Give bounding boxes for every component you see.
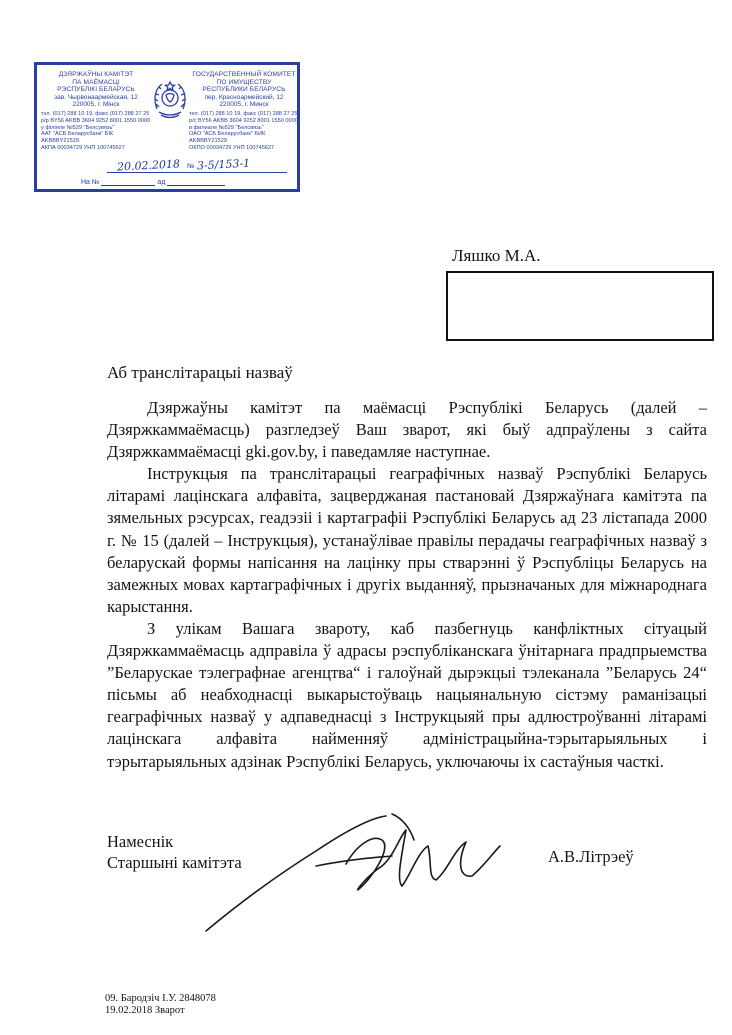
redacted-address-box: [446, 271, 714, 341]
body-paragraph: З улікам Вашага звароту, каб пазбегнуць канфліктных сітуацый Дзяржкаммаёмасць адправіла ў адрасы рэспубліканскага ўнітарнага прадпрыемства ”Беларускае тэлеграфнае агенцтва“ і галоўнай дырэкцыі тэлеканала ”Беларусь 24“ пісьмы аб неабходнасці выкарыстоўваць нацыянальную сістэму раманізацыі геаграфічных назваў у адпаведнасці з Інструкцыяй пры адлюстроўванні літарамі лацінскага алфавіта найменняў адміністрацыйна-тэрытарыяльных і тэрытарыяльных адзінак Рэспублікі Беларусь, уключаючы іх састаўныя часткі.: [107, 618, 707, 771]
stamp-org-name-by: ДЗЯРЖАЎНЫ КАМІТЭТ ПА МАЁМАСЦІ РЭСПУБЛІКІ БЕЛАРУСЬ: [57, 71, 135, 94]
letter-subject: Аб транслітарацыі назваў: [107, 363, 293, 382]
executor-note: 09. Бародзіч І.У. 2848078 19.02.2018 Зварот: [105, 993, 216, 1016]
registration-number-label: №: [187, 163, 195, 170]
registration-line: [77, 156, 287, 175]
stamp-org-name-ru: ГОСУДАРСТВЕННЫЙ КОМИТЕТ ПО ИМУЩЕСТВУ РЕСПУБЛИКИ БЕЛАРУСЬ: [192, 71, 296, 94]
stamp-left-column: [41, 71, 151, 152]
body-paragraph: Інструкцыя па транслітарацыі геаграфічных назваў Рэспублікі Беларусь літарамі лацінскага алфавіта, зацверджаная пастановай Дзяржаўнага камітэта па зямельных рэсурсах, геадэзіі і картаграфіі Рэспублікі Беларусь ад 23 лістапада 2000 г. № 15 (далей – Інструкцыя), устанаўлівае правілы перадачы геаграфічных назваў з беларускай формы напісання на лацінку пры стварэнні ў Рэспубліцы Беларусь на замежных мовах картаграфічных і другіх выданняў, прызначаных для міжнароднага карыстання.: [107, 464, 707, 616]
stamp-right-column: [189, 71, 299, 152]
signer-position: Намеснік Старшыні камітэта: [107, 832, 242, 872]
registration-date: 20.02.2018: [116, 157, 181, 174]
state-emblem-icon: [153, 79, 187, 119]
stamp-requisites-ru: тел. (017) 288 10 19, факс (017) 288 27 25 р/с BY56 AKBB 3604 9252 8001 1550 0000 в филиале №529 "Белсвязь" ОАО "АСБ Беларусбанк" БИК AKBBBY21529 ОКПО 00034729 УНП 100745627: [189, 110, 298, 151]
reply-to-line: На № ад: [81, 179, 225, 186]
handwritten-signature: [196, 806, 506, 936]
stamp-address-by: зав. Чырвонаармейская, 12 220005, г. Мінск: [54, 93, 138, 109]
addressee-name: Ляшко М.А.: [452, 246, 541, 265]
letter-body: [107, 397, 707, 773]
signer-name: А.В.Літрэеў: [548, 847, 634, 866]
body-paragraph: Дзяржаўны камітэт па маёмасці Рэспублікі Беларусь (далей – Дзяржкаммаёмасць) разгледзеў Ваш зварот, які быў адпраўлены з сайта Дзяржкаммаёмасці gki.gov.by, і паведамляе наступнае.: [107, 398, 707, 462]
stamp-requisites-by: тэл. (017) 288 10 19, факс (017) 288 27 25 р/р BY56 AKBB 3604 9252 8001 1550 0000 у філіяле №529 "Белсувязь" ААТ "АСБ Беларусбанк" БІК AKBBBY21529 АКПА 00034729 УНП 100745627: [41, 110, 151, 151]
stamp-address-ru: пер. Красноармейский, 12 220005, г. Минск: [204, 93, 284, 109]
registration-number: 3-5/153-1: [196, 156, 251, 173]
organization-stamp: [34, 62, 300, 192]
